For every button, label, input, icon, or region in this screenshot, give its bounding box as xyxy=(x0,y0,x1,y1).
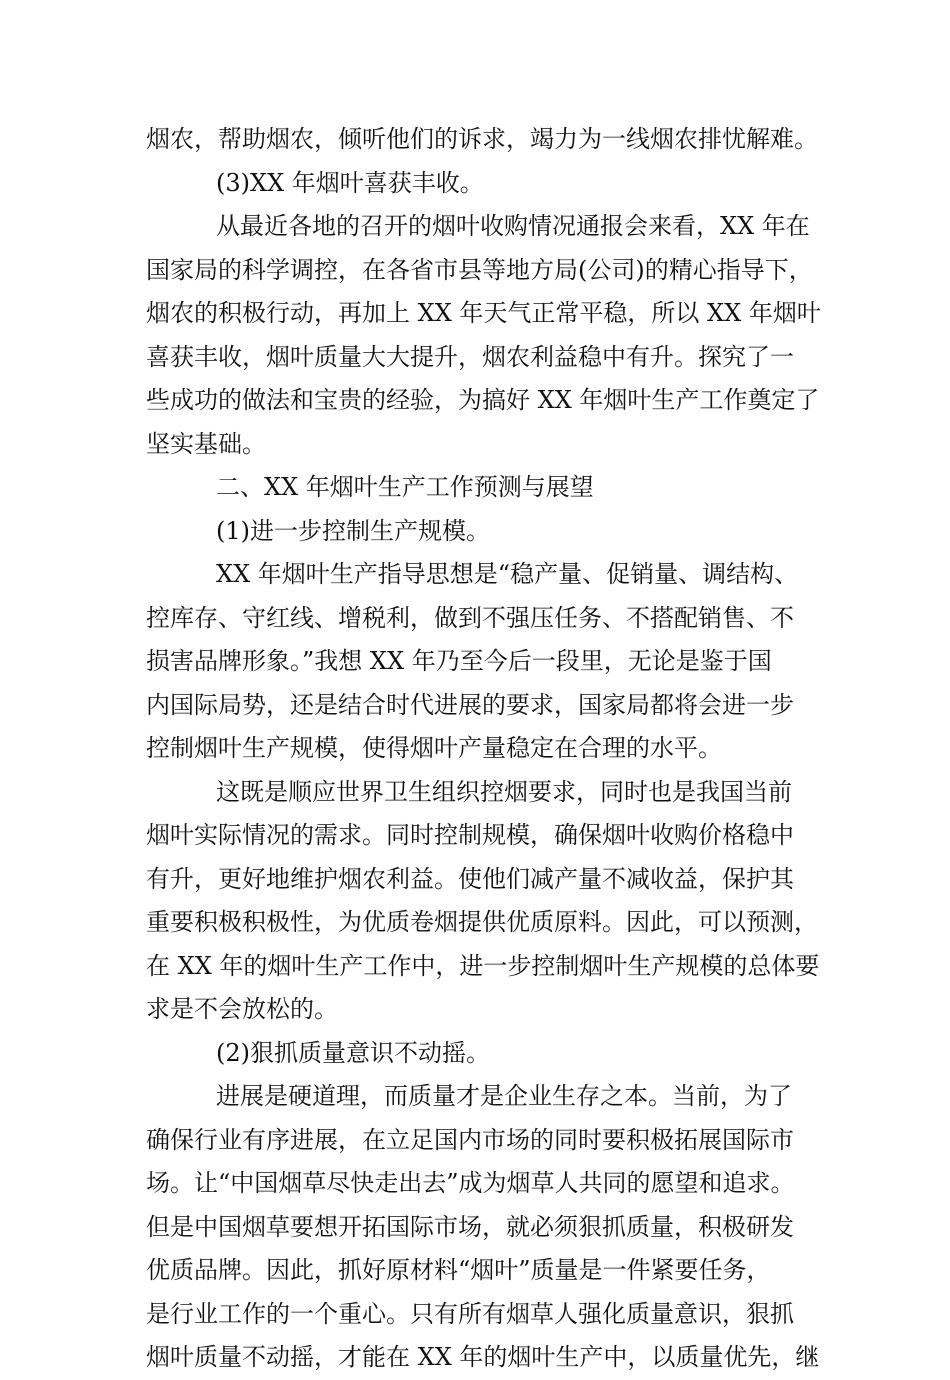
text-line: 但是中国烟草要想开拓国际市场，就必须狠抓质量，积极研发 xyxy=(146,1212,794,1241)
text-line: 优质品牌。因此，抓好原材料“烟叶”质量是一件紧要任务， xyxy=(146,1256,771,1284)
section-heading-line: 二、XX 年烟叶生产工作预测与展望 xyxy=(216,473,594,501)
paragraph-start-line: XX 年烟叶生产指导思想是“稳产量、促销量、调结构、 xyxy=(216,560,799,588)
paragraph-start-line: 进展是硬道理，而质量才是企业生存之本。当前，为了 xyxy=(216,1082,792,1110)
subheading-line: (1)进一步控制生产规模。 xyxy=(216,516,490,545)
text-line: 求是不会放松的。 xyxy=(146,995,338,1023)
paragraph-start-line: 从最近各地的召开的烟叶收购情况通报会来看，XX 年在 xyxy=(216,212,810,240)
text-line: 有升，更好地维护烟农利益。使他们减产量不减收益，保护其 xyxy=(146,864,794,893)
text-line: 烟农，帮助烟农，倾听他们的诉求，竭力为一线烟农排忧解难。 xyxy=(146,125,818,153)
subheading-line: (2)狠抓质量意识不动摇。 xyxy=(216,1038,490,1067)
body-text xyxy=(146,118,821,1380)
subheading-line: (3)XX 年烟叶喜获丰收。 xyxy=(216,168,484,197)
text-line: 场。让“中国烟草尽快走出去”成为烟草人共同的愿望和追求。 xyxy=(146,1169,795,1197)
text-line: 控制烟叶生产规模，使得烟叶产量稳定在合理的水平。 xyxy=(146,734,722,762)
text-line: 些成功的做法和宝贵的经验，为搞好 XX 年烟叶生产工作奠定了 xyxy=(146,386,820,414)
text-line: 在 XX 年的烟叶生产工作中，进一步控制烟叶生产规模的总体要 xyxy=(146,951,820,980)
text-line: 重要积极积极性，为优质卷烟提供优质原料。因此，可以预测， xyxy=(146,908,818,936)
text-line: 国家局的科学调控，在各省市县等地方局(公司)的精心指导下， xyxy=(146,255,813,284)
text-line: 烟叶实际情况的需求。同时控制规模，确保烟叶收购价格稳中 xyxy=(146,821,794,849)
text-line: 确保行业有序进展，在立足国内市场的同时要积极拓展国际市 xyxy=(146,1125,794,1154)
text-line: 喜获丰收，烟叶质量大大提升，烟农利益稳中有升。探究了一 xyxy=(146,342,794,371)
text-line: 是行业工作的一个重心。只有所有烟草人强化质量意识，狠抓 xyxy=(146,1299,794,1328)
text-line: 损害品牌形象。”我想 XX 年乃至今后一段里，无论是鉴于国 xyxy=(146,647,772,675)
text-line: 烟叶质量不动摇，才能在 XX 年的烟叶生产中，以质量优先，继 xyxy=(146,1343,820,1371)
text-line: 坚实基础。 xyxy=(146,429,266,458)
text-line: 内国际局势，还是结合时代进展的要求，国家局都将会进一步 xyxy=(146,690,794,719)
paragraph-start-line: 这既是顺应世界卫生组织控烟要求，同时也是我国当前 xyxy=(216,777,792,806)
text-line: 控库存、守红线、增税利，做到不强压任务、不搭配销售、不 xyxy=(146,603,794,632)
text-line: 烟农的积极行动，再加上 XX 年天气正常平稳，所以 XX 年烟叶 xyxy=(146,299,821,327)
